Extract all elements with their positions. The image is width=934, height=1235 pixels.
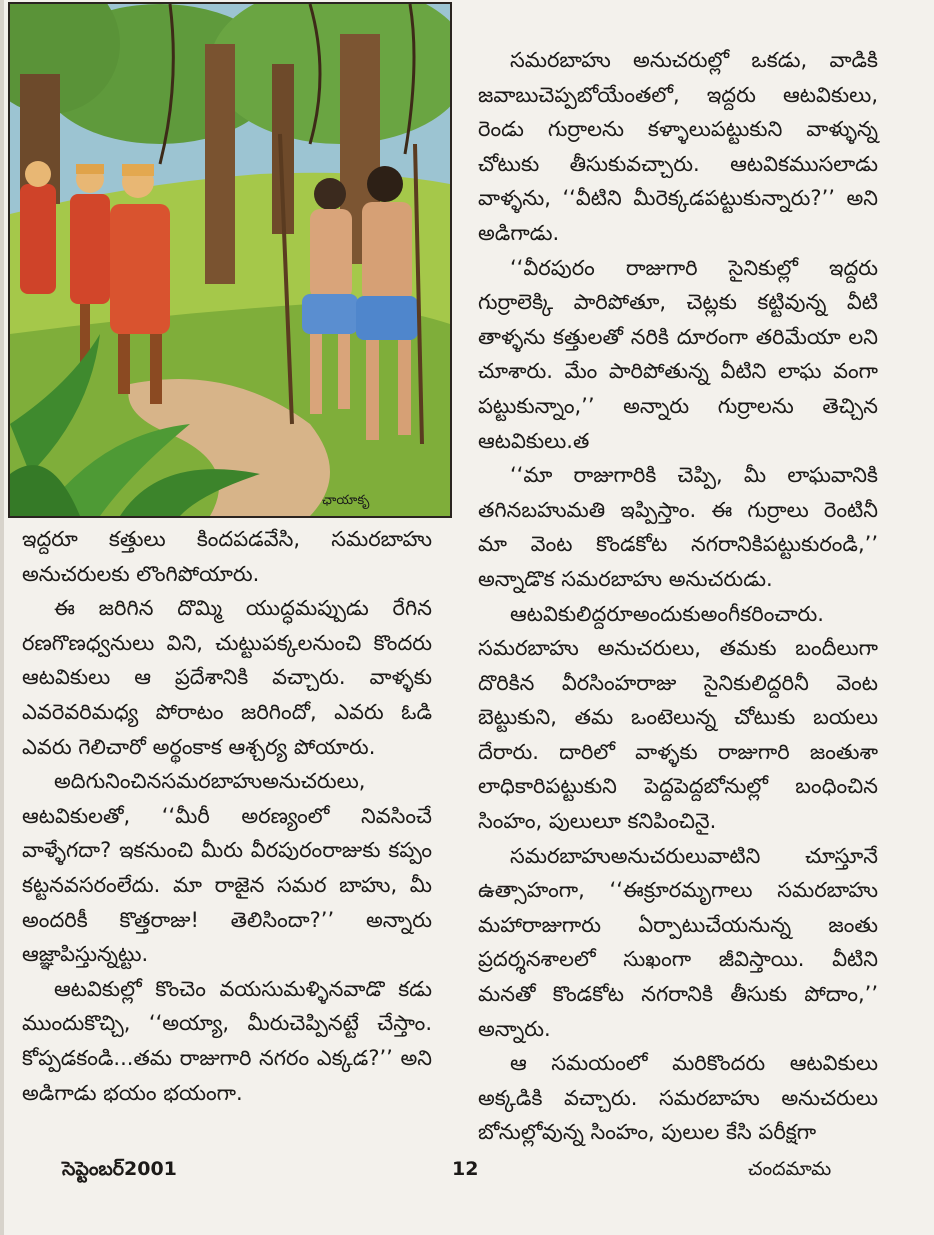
artist-signature: ఛాయాకృ [322, 493, 370, 508]
forest-scene-drawing [10, 4, 450, 516]
paragraph: ఆటవికుల్లో కొంచెం వయసుమళ్ళినవాడొ కడు ముందుకొచ్చి, ‘‘అయ్యా, మీరుచెప్పినట్టే చేస్తాం. కోప్పడకండి...తమ రాజుగారి నగరం ఎక్కడ?’’ అని అడిగాడు భయం భయంగా. [22, 976, 432, 1105]
paragraph: సమరబాహుఅనుచరులువాటిని చూస్తూనే ఉత్సాహంగా, ‘‘ఈక్రూరమృగాలు సమరబాహు మహారాజుగారు ఏర్పాటుచేయనున్న జంతు ప్రదర్శనశాలలో సుఖంగా జీవిస్తాయి. వీటిని మనతో కొండకోట నగరానికి తీసుకు పోదాం,’’ అన్నారు. [478, 843, 878, 1041]
paragraph: ‘‘వీరపురం రాజుగారి సైనికుల్లో ఇద్దరు గుర్రాలెక్కి పారిపోతూ, చెట్లకు కట్టివున్న వీటి తాళ్ళను కత్తులతో నరికి దూరంగా తరిమేయా లని చూశారు. మేం పారిపోతున్న వీటిని లాఘ వంగా పట్టుకున్నాం,’’ అన్నారు గుర్రాలను తెచ్చిన ఆటవికులు.త [478, 255, 878, 453]
page-edge [0, 0, 4, 1235]
paragraph: ఈ జరిగిన దొమ్మి యుద్ధమప్పుడు రేగిన రణగొణధ్వనులు విని, చుట్టుపక్కలనుంచి కొందరు ఆటవికులు ఆ ప్రదేశానికి వచ్చారు. వాళ్ళకు ఎవరెవరిమధ్య పోరాటం జరిగిందో, ఎవరు ఓడి ఎవరు గెలిచారో అర్థంకాక ఆశ్చర్య పోయారు. [22, 596, 432, 759]
paragraph: ఆటవికులిద్దరూఅందుకుఅంగీకరించారు. సమరబాహు అనుచరులు, తమకు బందీలుగా దొరికిన వీరసింహరాజు సైనికులిద్దరినీ వెంట బెట్టుకుని, తమ ఒంటెలున్న చోటుకు బయలు దేరారు. దారిలో వాళ్ళకు రాజుగారి జంతుశా లాధికారిపట్టుకుని పెద్దపెద్దబోనుల్లో బంధించిన సింహం, పులులూ కనిపించినై. [478, 601, 878, 834]
right-column [478, 43, 878, 1150]
paragraph: ఆ సమయంలో మరికొందరు ఆటవికులు అక్కడికి వచ్చారు. సమరబాహు అనుచరులు బోనుల్లోవున్న సింహం, పులుల కేసి పరీక్షగా [478, 1051, 878, 1145]
paragraph: అదిగునించినసమరబాహుఅనుచరులు, ఆటవికులతో, ‘‘మీరీ అరణ్యంలో నివసించే వాళ్ళేగదా? ఇకనుంచి మీరు వీరపురంరాజుకు కప్పం కట్టనవసరంలేదు. మా రాజైన సమర బాహు, మీ అందరికీ కొత్తరాజు! తెలిసిందా?’’ అన్నారు ఆజ్ఞాపిస్తున్నట్టు. [22, 769, 432, 967]
paragraph: సమరబాహు అనుచరుల్లో ఒకడు, వాడికి జవాబుచెప్పబోయేంతలో, ఇద్దరు ఆటవికులు, రెండు గుర్రాలను కళ్ళాలుపట్టుకుని వాళ్ళున్న చోటుకు తీసుకువచ్చారు. ఆటవికముసలాడు వాళ్ళను, ‘‘వీటిని మీరెక్కడపట్టుకున్నారు?’’ అని అడిగాడు. [478, 48, 878, 245]
paragraph: ‘‘మా రాజుగారికి చెప్పి, మీ లాఘవానికి తగినబహుమతి ఇప్పిస్తాం. ఈ గుర్రాలు రెంటినీ మా వెంట కొండకోట నగరానికిపట్టుకురండి,’’ అన్నాడొక సమరబాహు అనుచరుడు. [478, 463, 878, 591]
footer-date: సెప్టెంబర్2001 [62, 1158, 177, 1180]
left-column [22, 522, 432, 1110]
magazine-name: చందమామ [748, 1158, 832, 1180]
page-number: 12 [452, 1158, 479, 1180]
story-illustration [8, 2, 452, 518]
paragraph: ఇద్దరూ కత్తులు కిందపడవేసి, సమరబాహు అనుచరులకు లొంగిపోయారు. [22, 527, 432, 586]
